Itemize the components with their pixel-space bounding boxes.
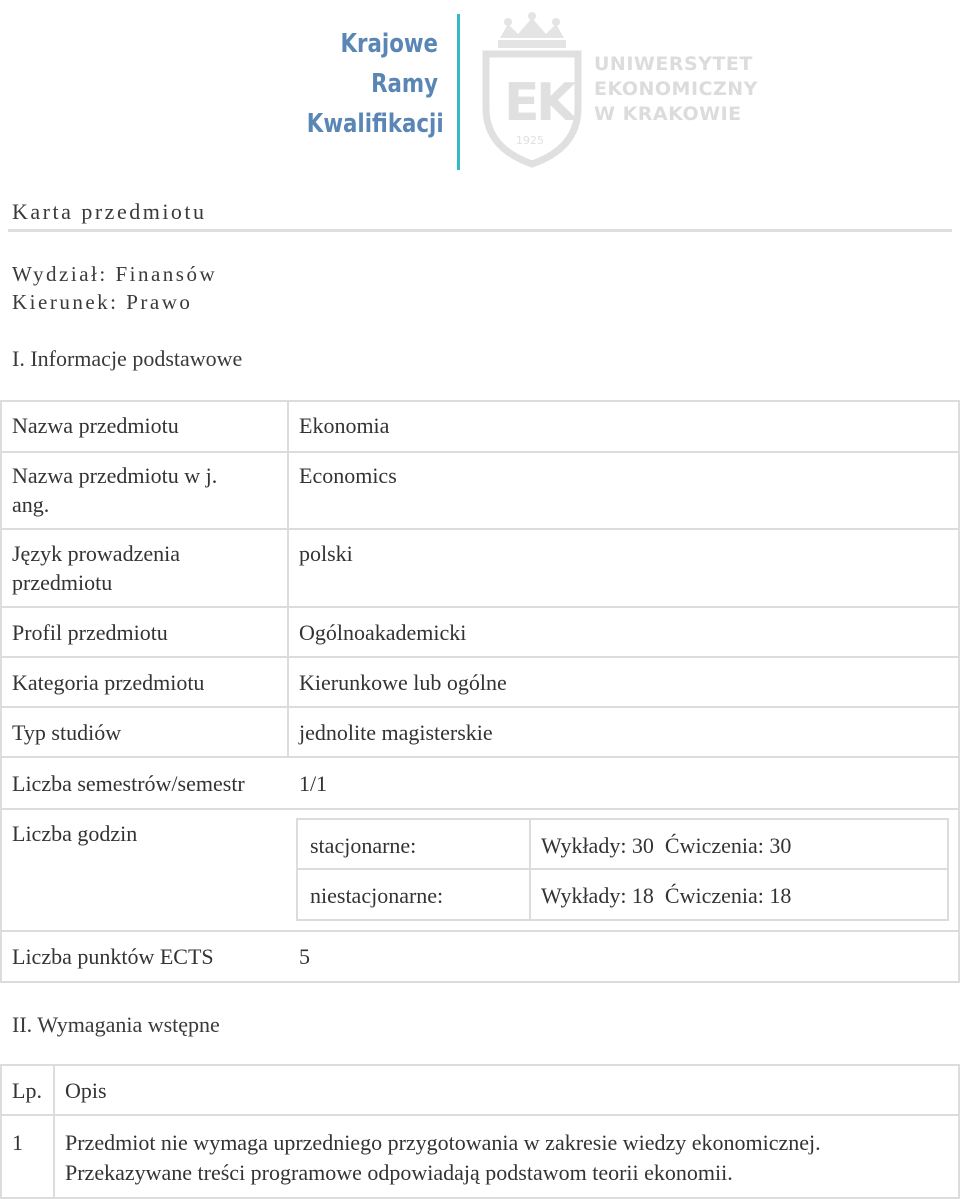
- prereq-row-lp: 1: [12, 1130, 23, 1155]
- hours-mode-parttime: niestacjonarne:: [310, 883, 444, 908]
- section-basic-info-heading: I. Informacje podstawowe: [12, 346, 243, 371]
- kkk-logo-line: Kwalifikacji: [306, 109, 444, 139]
- value-profile: Ogólnoakademicki: [299, 620, 467, 645]
- prereq-row-desc-line2: Przekazywane treści programowe odpowiadają podstawom teorii ekonomii.: [65, 1160, 733, 1185]
- uek-logo-line: EKONOMICZNY: [594, 78, 758, 100]
- label-language: Język prowadzenia przedmiotu: [12, 541, 180, 595]
- page-title: Karta przedmiotu: [12, 199, 207, 224]
- kkk-logo-line: Ramy: [371, 69, 438, 99]
- label-profile: Profil przedmiotu: [12, 620, 168, 645]
- prereq-row-desc-line1: Przedmiot nie wymaga uprzedniego przygotowania w zakresie wiedzy ekonomicznej.: [65, 1130, 821, 1155]
- svg-text:K: K: [536, 73, 577, 133]
- uek-logo-line: W KRAKOWIE: [594, 103, 742, 125]
- prereq-header-lp: Lp.: [12, 1078, 42, 1103]
- value-category: Kierunkowe lub ogólne: [299, 670, 507, 695]
- label-course-name-en: Nazwa przedmiotu w j. ang.: [12, 463, 218, 517]
- label-semesters: Liczba semestrów/semestr: [12, 771, 245, 796]
- hours-detail-fulltime: Wykłady: 30 Ćwiczenia: 30: [541, 833, 792, 858]
- value-language: polski: [299, 541, 353, 566]
- value-course-name-en: Economics: [299, 463, 397, 488]
- emblem-year: 1925: [516, 134, 544, 147]
- label-category: Kategoria przedmiotu: [12, 670, 205, 695]
- value-study-type: jednolite magisterskie: [299, 720, 493, 745]
- label-hours: Liczba godzin: [12, 821, 138, 846]
- label-study-type: Typ studiów: [12, 720, 122, 745]
- faculty-text: Wydział: Finansów: [12, 262, 218, 286]
- title-divider: [8, 229, 952, 232]
- svg-text:E: E: [504, 73, 540, 133]
- kkk-logo-line: Krajowe: [340, 29, 438, 59]
- prereq-header-desc: Opis: [65, 1078, 107, 1103]
- value-ects: 5: [299, 944, 310, 969]
- section-prerequisites-heading: II. Wymagania wstępne: [12, 1012, 220, 1037]
- header-divider: [457, 14, 460, 170]
- value-semesters: 1/1: [299, 771, 328, 796]
- uek-emblem-icon: [478, 10, 586, 170]
- label-ects: Liczba punktów ECTS: [12, 944, 214, 969]
- kkk-logo: [278, 24, 444, 144]
- major-text: Kierunek: Prawo: [12, 290, 193, 314]
- label-course-name: Nazwa przedmiotu: [12, 413, 179, 438]
- uek-logo-line: UNIWERSYTET: [594, 53, 753, 75]
- hours-mode-fulltime: stacjonarne:: [310, 833, 417, 858]
- value-course-name: Ekonomia: [299, 413, 390, 438]
- uek-logo-text: [594, 52, 814, 127]
- hours-detail-parttime: Wykłady: 18 Ćwiczenia: 18: [541, 883, 792, 908]
